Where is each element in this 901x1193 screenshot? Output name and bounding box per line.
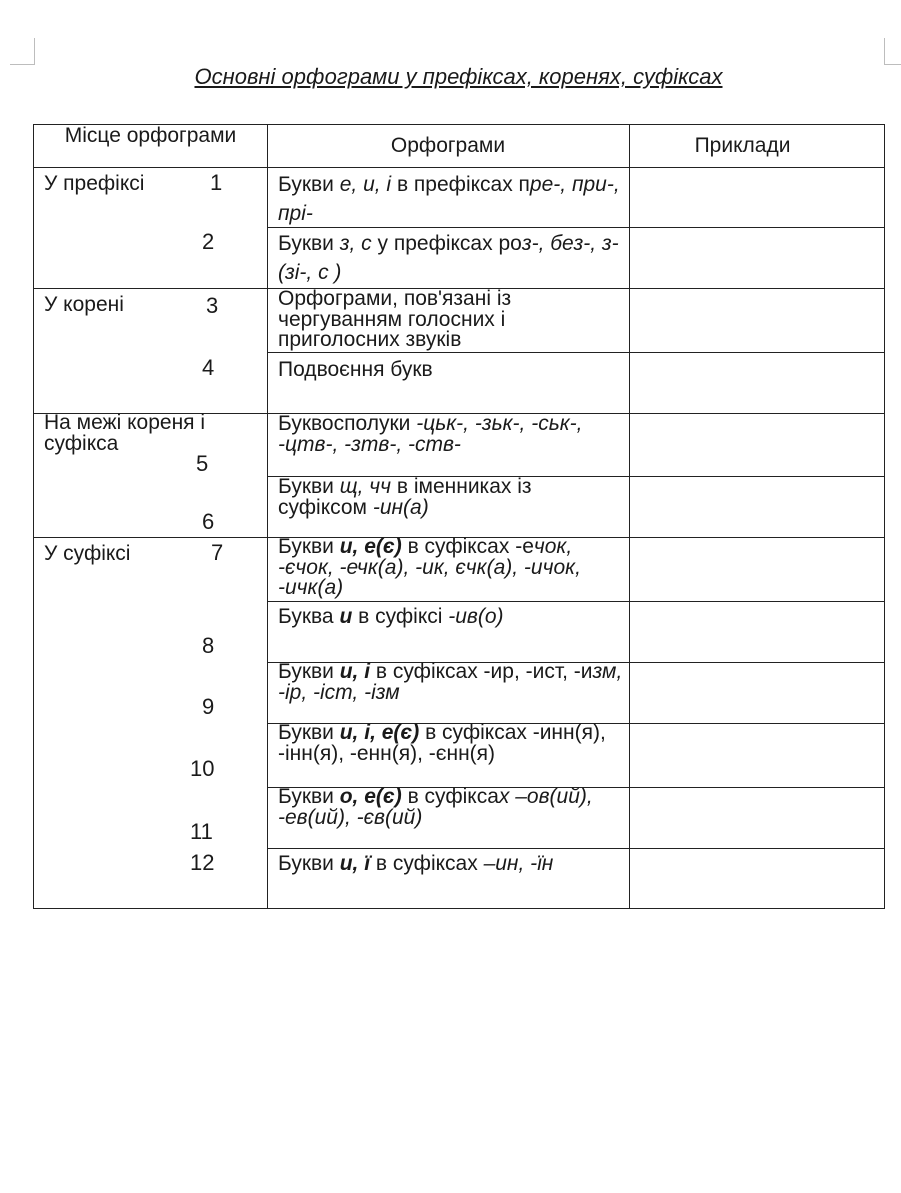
column-divider — [629, 125, 630, 908]
row-number: 4 — [202, 355, 215, 380]
orthogram-text: Буква и в суфіксі -ив(о) — [278, 605, 504, 628]
orthogram-text: Букви и, і в суфіксах -ир, -ист, -изм, -ір, -іст, -ізм — [278, 660, 623, 704]
row-divider — [267, 352, 884, 353]
document-title: Основні орфограми у префіксах, коренях, суфіксах — [194, 64, 723, 89]
page-corner-mark-left — [10, 38, 35, 65]
orthogram-text: Букви з, с у префіксах роз-, без-, з- (зі-, с ) — [278, 232, 619, 284]
header-place: Місце орфограми — [64, 124, 237, 147]
row-number: 12 — [190, 850, 215, 875]
row-number: 3 — [206, 293, 219, 318]
row-number: 6 — [202, 509, 215, 534]
header-divider — [34, 167, 884, 168]
header-examples: Приклади — [694, 134, 791, 157]
orthogram-text: Букви о, е(є) в суфіксах –ов(ий), -ев(ий), -єв(ий) — [278, 785, 593, 829]
row-number: 2 — [202, 229, 215, 254]
orthogram-text: Букви и, і, е(є) в суфіксах -инн(я), -інн(я), -енн(я), -єнн(я) — [278, 721, 606, 765]
row-number: 9 — [202, 694, 215, 719]
header-orthograms: Орфограми — [390, 134, 506, 157]
orthogram-text: Подвоєння букв — [278, 358, 433, 381]
section-label-prefix: У префіксі — [44, 172, 145, 195]
row-number: 11 — [190, 819, 213, 844]
page-corner-mark-right — [884, 38, 901, 65]
row-number: 10 — [190, 756, 215, 781]
row-number: 7 — [211, 540, 224, 565]
section-label-root: У корені — [44, 293, 124, 316]
section-label-boundary: На межі кореня і суфікса — [44, 411, 206, 455]
orthogram-text: Букви и, ї в суфіксах –ин, -їн — [278, 852, 554, 875]
orthogram-table — [33, 124, 885, 909]
orthogram-text: Букви е, и, і в префіксах пре-, при-, прі- — [278, 173, 620, 225]
orthogram-text: Буквосполуки -цьк-, -зьк-, -ськ-, -цтв-, -зтв-, -ств- — [278, 412, 583, 456]
column-divider — [267, 125, 268, 908]
orthogram-text: Орфограми, пов'язані із чергуванням голосних і приголосних звуків — [278, 287, 512, 351]
row-number: 5 — [196, 451, 209, 476]
orthogram-text: Букви и, е(є) в суфіксах -ечок, -єчок, -ечк(а), -ик, єчк(а), -ичок, -ичк(а) — [278, 535, 581, 599]
orthogram-text: Букви щ, чч в іменниках із суфіксом -ин(а) — [278, 475, 532, 519]
row-number: 8 — [202, 633, 215, 658]
section-label-suffix: У суфіксі — [44, 542, 131, 565]
row-number: 1 — [210, 170, 223, 195]
